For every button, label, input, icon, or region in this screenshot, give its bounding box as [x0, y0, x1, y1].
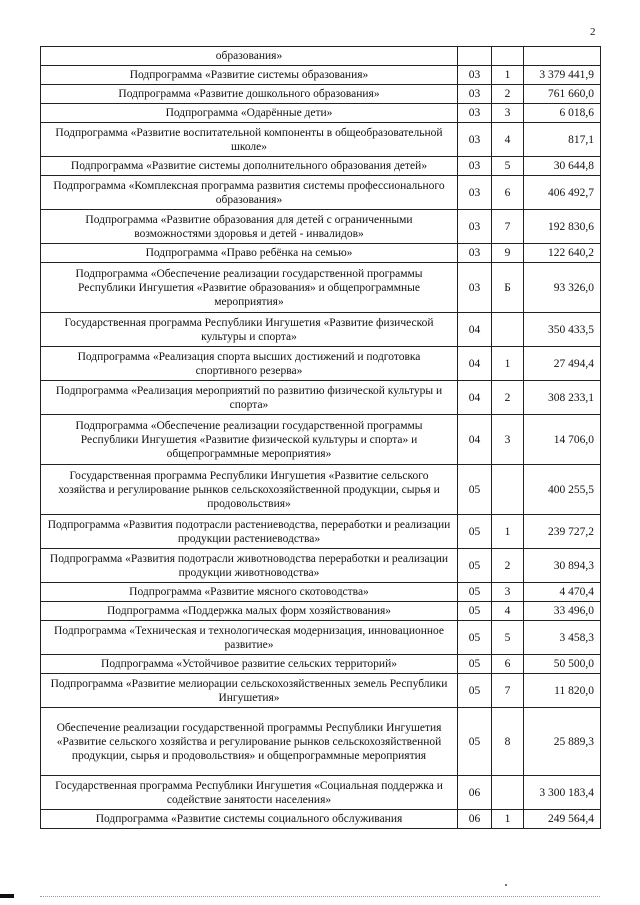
table-row: [41, 515, 601, 549]
row-name-cell: Государственная программа Республики Ингушетия «Развитие физической культуры и спорта»: [41, 313, 458, 347]
program-code-cell: 04: [458, 381, 492, 415]
row-name-cell: Государственная программа Республики Ингушетия «Развитие сельского хозяйства и регулирование рынков сельскохозяйственной продукции, сырья и продовольствия»: [41, 465, 458, 515]
scan-mark: [0, 894, 14, 898]
subprogram-code-cell: 1: [492, 810, 524, 829]
program-code-cell: 05: [458, 465, 492, 515]
program-code-cell: 04: [458, 347, 492, 381]
row-name-cell: Подпрограмма «Обеспечение реализации государственной программы Республики Ингушетия «Развитие физической культуры и спорта» и общепрограммные мероприятия»: [41, 415, 458, 465]
program-code-cell: 05: [458, 549, 492, 583]
subprogram-code-cell: Б: [492, 263, 524, 313]
row-name-cell: Подпрограмма «Право ребёнка на семью»: [41, 244, 458, 263]
subprogram-code-cell: [492, 465, 524, 515]
table-row: [41, 381, 601, 415]
amount-cell: 11 820,0: [524, 674, 601, 708]
program-code-cell: 05: [458, 583, 492, 602]
amount-cell: 30 644,8: [524, 157, 601, 176]
budget-table-body: [41, 47, 601, 829]
subprogram-code-cell: 1: [492, 66, 524, 85]
table-row: [41, 176, 601, 210]
amount-cell: 27 494,4: [524, 347, 601, 381]
program-code-cell: 03: [458, 66, 492, 85]
program-code-cell: 03: [458, 244, 492, 263]
program-code-cell: 05: [458, 655, 492, 674]
subprogram-code-cell: 5: [492, 621, 524, 655]
amount-cell: 400 255,5: [524, 465, 601, 515]
page-number: 2: [590, 26, 596, 38]
amount-cell: 239 727,2: [524, 515, 601, 549]
program-code-cell: 04: [458, 313, 492, 347]
table-row: [41, 123, 601, 157]
subprogram-code-cell: 5: [492, 157, 524, 176]
subprogram-code-cell: 1: [492, 515, 524, 549]
amount-cell: 14 706,0: [524, 415, 601, 465]
program-code-cell: 05: [458, 602, 492, 621]
row-name-cell: Государственная программа Республики Ингушетия «Социальная поддержка и содействие занятости населения»: [41, 776, 458, 810]
subprogram-code-cell: 7: [492, 210, 524, 244]
scan-edge-artifact: [0, 892, 640, 898]
table-row: [41, 776, 601, 810]
amount-cell: 93 326,0: [524, 263, 601, 313]
row-name-cell: Подпрограмма «Развитие системы образования»: [41, 66, 458, 85]
amount-cell: 406 492,7: [524, 176, 601, 210]
amount-cell: 50 500,0: [524, 655, 601, 674]
row-name-cell: Подпрограмма «Развития подотрасли животноводства переработки и реализации продукции животноводства»: [41, 549, 458, 583]
subprogram-code-cell: [492, 313, 524, 347]
row-name-cell: Подпрограмма «Устойчивое развитие сельских территорий»: [41, 655, 458, 674]
amount-cell: 122 640,2: [524, 244, 601, 263]
subprogram-code-cell: 7: [492, 674, 524, 708]
subprogram-code-cell: 8: [492, 708, 524, 776]
table-row: [41, 583, 601, 602]
amount-cell: 33 496,0: [524, 602, 601, 621]
amount-cell: 3 458,3: [524, 621, 601, 655]
table-row: [41, 244, 601, 263]
row-name-cell: Подпрограмма «Развитие воспитательной компоненты в общеобразовательной школе»: [41, 123, 458, 157]
program-code-cell: 05: [458, 708, 492, 776]
subprogram-code-cell: 2: [492, 549, 524, 583]
amount-cell: 350 433,5: [524, 313, 601, 347]
program-code-cell: 05: [458, 515, 492, 549]
row-name-cell: Подпрограмма «Развитие образования для детей с ограниченными возможностями здоровья и детей - инвалидов»: [41, 210, 458, 244]
subprogram-code-cell: 9: [492, 244, 524, 263]
table-row: [41, 465, 601, 515]
subprogram-code-cell: [492, 47, 524, 66]
amount-cell: 4 470,4: [524, 583, 601, 602]
amount-cell: 817,1: [524, 123, 601, 157]
table-row: [41, 347, 601, 381]
row-name-cell: Подпрограмма «Развитие мелиорации сельскохозяйственных земель Республики Ингушетия»: [41, 674, 458, 708]
program-code-cell: [458, 47, 492, 66]
scan-line: [40, 896, 600, 898]
program-code-cell: 05: [458, 674, 492, 708]
program-code-cell: 05: [458, 621, 492, 655]
row-name-cell: Обеспечение реализации государственной программы Республики Ингушетия «Развитие сельского хозяйства и регулирование рынков сельскохозяйственной продукции, сырья и продовольствия» и общепрограммные мероприятия: [41, 708, 458, 776]
program-code-cell: 03: [458, 85, 492, 104]
program-code-cell: 03: [458, 104, 492, 123]
table-row: [41, 674, 601, 708]
amount-cell: 249 564,4: [524, 810, 601, 829]
row-name-cell: Подпрограмма «Комплексная программа развития системы профессионального образования»: [41, 176, 458, 210]
table-row: [41, 415, 601, 465]
program-code-cell: 03: [458, 176, 492, 210]
row-name-cell: Подпрограмма «Развития подотрасли растениеводства, переработки и реализации продукции растениеводства»: [41, 515, 458, 549]
subprogram-code-cell: 6: [492, 176, 524, 210]
row-name-cell: Подпрограмма «Техническая и технологическая модернизация, инновационное развитие»: [41, 621, 458, 655]
table-row: [41, 602, 601, 621]
amount-cell: 6 018,6: [524, 104, 601, 123]
subprogram-code-cell: 4: [492, 602, 524, 621]
table-row: [41, 104, 601, 123]
row-name-cell: Подпрограмма «Одарённые дети»: [41, 104, 458, 123]
scan-speck: [505, 884, 507, 886]
table-row: [41, 66, 601, 85]
row-name-cell: образования»: [41, 47, 458, 66]
subprogram-code-cell: 3: [492, 583, 524, 602]
table-row: [41, 810, 601, 829]
table-row: [41, 621, 601, 655]
row-name-cell: Подпрограмма «Развитие системы социального обслуживания: [41, 810, 458, 829]
row-name-cell: Подпрограмма «Развитие системы дополнительного образования детей»: [41, 157, 458, 176]
table-row: [41, 655, 601, 674]
row-name-cell: Подпрограмма «Поддержка малых форм хозяйствования»: [41, 602, 458, 621]
program-code-cell: 03: [458, 123, 492, 157]
table-row: [41, 313, 601, 347]
table-row: [41, 263, 601, 313]
amount-cell: 25 889,3: [524, 708, 601, 776]
row-name-cell: Подпрограмма «Реализация мероприятий по развитию физической культуры и спорта»: [41, 381, 458, 415]
amount-cell: 30 894,3: [524, 549, 601, 583]
budget-table: [40, 46, 601, 829]
program-code-cell: 03: [458, 210, 492, 244]
subprogram-code-cell: 3: [492, 104, 524, 123]
subprogram-code-cell: 6: [492, 655, 524, 674]
table-row: [41, 47, 601, 66]
subprogram-code-cell: 2: [492, 381, 524, 415]
table-row: [41, 708, 601, 776]
amount-cell: 3 300 183,4: [524, 776, 601, 810]
table-row: [41, 157, 601, 176]
program-code-cell: 03: [458, 157, 492, 176]
program-code-cell: 06: [458, 810, 492, 829]
amount-cell: 192 830,6: [524, 210, 601, 244]
table-row: [41, 210, 601, 244]
table-row: [41, 549, 601, 583]
program-code-cell: 06: [458, 776, 492, 810]
row-name-cell: Подпрограмма «Обеспечение реализации государственной программы Республики Ингушетия «Развитие образования» и общепрограммные мероприятия»: [41, 263, 458, 313]
subprogram-code-cell: [492, 776, 524, 810]
program-code-cell: 03: [458, 263, 492, 313]
row-name-cell: Подпрограмма «Реализация спорта высших достижений и подготовка спортивного резерва»: [41, 347, 458, 381]
table-row: [41, 85, 601, 104]
subprogram-code-cell: 4: [492, 123, 524, 157]
row-name-cell: Подпрограмма «Развитие дошкольного образования»: [41, 85, 458, 104]
subprogram-code-cell: 2: [492, 85, 524, 104]
row-name-cell: Подпрограмма «Развитие мясного скотоводства»: [41, 583, 458, 602]
amount-cell: 761 660,0: [524, 85, 601, 104]
subprogram-code-cell: 1: [492, 347, 524, 381]
amount-cell: [524, 47, 601, 66]
amount-cell: 3 379 441,9: [524, 66, 601, 85]
program-code-cell: 04: [458, 415, 492, 465]
subprogram-code-cell: 3: [492, 415, 524, 465]
amount-cell: 308 233,1: [524, 381, 601, 415]
